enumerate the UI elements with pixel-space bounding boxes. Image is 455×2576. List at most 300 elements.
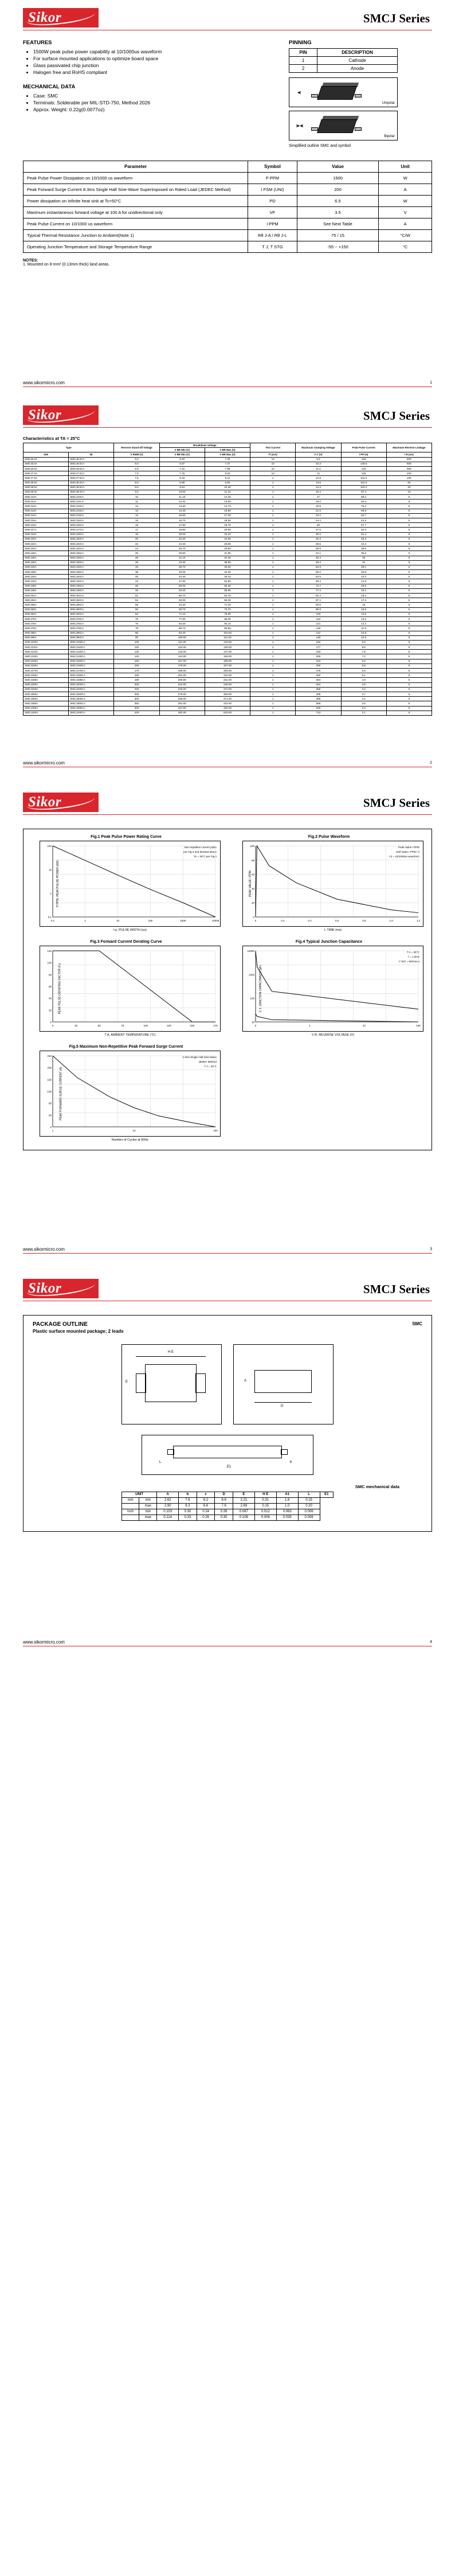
data-cell: 14.6 [341, 612, 386, 616]
table-row [23, 481, 432, 485]
data-cell: 5 [386, 603, 432, 607]
data-cell: 1 [250, 612, 296, 616]
data-cell: 6.6 [197, 1503, 215, 1509]
data-cell: 160 [114, 663, 159, 668]
table-row [23, 462, 432, 466]
characteristics-table [23, 443, 432, 716]
mechanical-table-body [122, 1497, 334, 1520]
logo-text: Sikor [28, 407, 62, 423]
part-number-cell: SMCJ188A [23, 678, 69, 682]
mechanical-title: MECHANICAL DATA [23, 84, 76, 90]
part-number-cell: SMCJ5.0A [23, 457, 69, 462]
data-cell: 1 [250, 645, 296, 650]
part-number-cell: SMCJ30A [23, 560, 69, 565]
pin-number: 2 [289, 65, 317, 73]
data-cell: 60.00 [159, 598, 205, 603]
table-row [23, 607, 432, 612]
data-cell: 8.5 [341, 645, 386, 650]
data-cell: 0.30 [179, 1509, 197, 1515]
svg-text:40: 40 [251, 887, 254, 891]
list-item: • Approx. Weight: 0.22g(0.0077oz) [33, 106, 252, 113]
parameter-name: Peak Pulse Power Dissipation on 10/1000 us waveform [23, 173, 248, 184]
data-cell: 231.00 [205, 678, 250, 682]
data-cell: 5 [386, 518, 432, 523]
data-cell: 4.9 [341, 678, 386, 682]
page-3 [0, 784, 455, 1254]
parameter-unit: V [379, 207, 432, 218]
data-cell: 113 [296, 616, 341, 621]
data-cell: 23.2 [296, 513, 341, 518]
data-cell: 5 [386, 692, 432, 696]
data-cell: 12.9 [296, 476, 341, 481]
data-cell: max [139, 1503, 157, 1509]
part-number-cell: SMCJ75CA [69, 622, 114, 626]
column-subheader: V BR Min (V) [159, 452, 205, 457]
part-number-cell: SMCJ26CA [69, 551, 114, 556]
part-number-cell: SMCJ13A [23, 509, 69, 513]
data-cell: 32.4 [296, 537, 341, 541]
part-number-cell: SMCJ250A [23, 692, 69, 696]
parameter-symbol: I PPM [248, 218, 297, 230]
table-row [23, 669, 432, 673]
data-cell: 27.6 [296, 528, 341, 532]
data-cell: 163 [341, 457, 386, 462]
data-cell: 73.70 [205, 607, 250, 612]
table-row [23, 594, 432, 598]
data-cell: 100 [114, 640, 159, 645]
data-cell: 177 [296, 645, 341, 650]
data-cell: 1 [250, 499, 296, 504]
package-body [317, 119, 357, 133]
data-cell: 5 [386, 513, 432, 518]
part-number-cell: SMCJ20A [23, 537, 69, 541]
data-cell: 1 [250, 523, 296, 528]
data-cell: 21.5 [296, 509, 341, 513]
data-cell: 31.90 [205, 551, 250, 556]
table-header-row [23, 452, 432, 457]
data-cell: 50 [386, 481, 432, 485]
data-cell: mm [122, 1497, 139, 1503]
data-cell: 9.83 [205, 481, 250, 485]
data-cell: 13.30 [159, 504, 205, 509]
table-row [23, 588, 432, 593]
data-cell: 224.00 [159, 682, 205, 687]
svg-text:10000: 10000 [247, 949, 254, 953]
data-cell: 31.10 [159, 556, 205, 560]
data-cell: 5.0 [114, 457, 159, 462]
data-cell: 4.6 [341, 682, 386, 687]
data-cell: 7.8 [341, 650, 386, 654]
dimension-label: D [281, 1404, 284, 1408]
data-cell: 26.90 [205, 541, 250, 546]
data-cell: 17.80 [159, 523, 205, 528]
column-header: A1 [276, 1492, 298, 1497]
data-cell: 0.26 [197, 1515, 215, 1520]
part-number-cell: SMCJ300A [23, 697, 69, 701]
characteristics-body [23, 457, 432, 715]
data-cell: 0.26 [215, 1509, 233, 1515]
data-cell: 162 [296, 640, 341, 645]
part-number-cell: SMCJ200A [23, 682, 69, 687]
data-cell: 193 [296, 650, 341, 654]
graphs-container [23, 829, 432, 1150]
plot-note: per Fig.3 and derated above [183, 850, 217, 853]
data-cell: 7.98 [205, 466, 250, 471]
svg-text:80: 80 [48, 973, 52, 977]
data-cell: 83.30 [159, 622, 205, 626]
svg-text:60: 60 [48, 985, 52, 988]
column-header: UNIT [122, 1492, 157, 1497]
table-row [122, 1509, 334, 1515]
data-cell: 7.0 [114, 471, 159, 476]
part-number-cell: SMCJ60CA [69, 607, 114, 612]
mechanical-data-block [23, 84, 252, 113]
parameter-name: Typical Thermal Resistance Junction to Ambient(Note 1) [23, 230, 248, 241]
parameter-value: See Next Table [297, 218, 379, 230]
table-row [23, 616, 432, 621]
part-number-cell: SMCJ11A [23, 499, 69, 504]
data-cell: 24.4 [296, 518, 341, 523]
data-cell: 2.6 [341, 701, 386, 706]
data-cell: 147.00 [205, 650, 250, 654]
plot-note: t d = 10/1000us waveform [389, 854, 419, 858]
table-row [23, 495, 432, 499]
part-number-cell: SMCJ40CA [69, 575, 114, 579]
data-cell: 100.00 [159, 635, 205, 640]
data-cell: 130 [114, 654, 159, 659]
data-cell: 17 [296, 495, 341, 499]
data-cell: 103 [296, 612, 341, 616]
data-cell: 92.10 [205, 622, 250, 626]
table-row [23, 560, 432, 565]
data-cell: 5 [386, 687, 432, 692]
data-cell: 0.008 [298, 1515, 320, 1520]
plot-note: Non-repetitive current pulse [184, 845, 217, 849]
data-cell: 5 [386, 678, 432, 682]
table-header-row [23, 161, 432, 173]
data-cell: 9.44 [159, 485, 205, 490]
data-cell: 8.5 [114, 485, 159, 490]
data-cell: 1 [250, 631, 296, 635]
data-cell: 1 [250, 579, 296, 584]
data-cell: 10.3 [296, 462, 341, 466]
data-cell: 1 [250, 490, 296, 494]
column-subheader: UNI [23, 452, 69, 457]
table-row [23, 476, 432, 481]
data-cell: 220 [114, 687, 159, 692]
data-cell: 123.00 [205, 640, 250, 645]
data-cell: 486 [296, 697, 341, 701]
figure-3 [32, 940, 221, 1037]
data-cell: 8.0 [114, 481, 159, 485]
data-cell: 40.60 [205, 565, 250, 569]
data-cell: 0.30 [215, 1515, 233, 1520]
data-cell: 1 [250, 669, 296, 673]
dimension-label: b [290, 1460, 292, 1464]
svg-text:100: 100 [143, 1024, 148, 1027]
data-cell: 5 [386, 509, 432, 513]
data-cell: 1 [250, 692, 296, 696]
data-cell: 47.80 [159, 579, 205, 584]
sikor-logo [23, 1279, 99, 1298]
column-header: L [298, 1492, 320, 1497]
pin-description: Anode [317, 65, 398, 73]
svg-text:0.2: 0.2 [281, 919, 285, 922]
data-cell: 33.30 [159, 560, 205, 565]
part-number-cell: SMCJ75A [23, 622, 69, 626]
part-number-cell: SMCJ6.5A [23, 466, 69, 471]
data-cell: 0.012 [254, 1509, 276, 1515]
data-cell: 0.24 [197, 1509, 215, 1515]
data-cell: inch [122, 1509, 139, 1515]
data-cell: 104.00 [205, 631, 250, 635]
list-item: • 1500W peak pulse power capability at 10/1000us waveform [33, 48, 252, 55]
column-header: Value [297, 161, 379, 173]
table-row [23, 622, 432, 626]
part-number-cell: SMCJ160CA [69, 663, 114, 668]
lead-outline-right [195, 1373, 206, 1393]
table-row [23, 687, 432, 692]
dimension-label: E1 [227, 1465, 232, 1469]
column-subheader: BI [69, 452, 114, 457]
svg-text:20: 20 [251, 901, 254, 905]
data-cell: 15 [114, 518, 159, 523]
svg-text:0: 0 [52, 1024, 54, 1027]
part-number-cell: SMCJ8.0A [23, 481, 69, 485]
table-row [23, 196, 432, 207]
data-cell: 209 [296, 654, 341, 659]
parameter-table-body [23, 173, 432, 253]
notes-block [23, 259, 432, 267]
parameter-symbol: Rθ J-A / Rθ J-L [248, 230, 297, 241]
part-number-cell: SMCJ64CA [69, 612, 114, 616]
column-subheader: V BR Max (V) [205, 448, 250, 452]
part-number-cell: SMCJ58CA [69, 603, 114, 607]
part-number-cell: SMCJ15CA [69, 518, 114, 523]
parameter-value: 1500 [297, 173, 379, 184]
package-lead [311, 94, 318, 97]
data-cell: 275 [296, 669, 341, 673]
data-cell: 86.00 [205, 616, 250, 621]
data-cell: 53.3 [296, 565, 341, 569]
parameter-name: Operating Junction Temperature and Storage Temperature Range [23, 241, 248, 253]
data-cell: 9.2 [296, 457, 341, 462]
svg-text:10000: 10000 [211, 919, 219, 922]
part-number-cell: SMCJ15A [23, 518, 69, 523]
data-cell: 43 [114, 579, 159, 584]
header-divider [23, 427, 432, 428]
table-row [289, 65, 398, 73]
data-cell: 1 [250, 541, 296, 546]
notes-title: NOTES: [23, 259, 38, 263]
part-number-cell: SMCJ440CA [69, 711, 114, 715]
part-number-cell: SMCJ90A [23, 635, 69, 640]
data-cell: 1 [250, 513, 296, 518]
parameter-symbol: PD [248, 196, 297, 207]
data-cell: 10.9 [341, 631, 386, 635]
section-subtitle: Plastic surface mounted package; 2 leads [33, 1328, 124, 1334]
data-cell: 3.7 [341, 692, 386, 696]
data-cell: 5 [386, 541, 432, 546]
part-number-cell: SMCJ160A [23, 663, 69, 668]
data-cell: 44.40 [159, 575, 205, 579]
part-number-cell: SMCJ26A [23, 551, 69, 556]
table-row [23, 518, 432, 523]
svg-text:40: 40 [48, 1114, 52, 1117]
part-number-cell: SMCJ130CA [69, 654, 114, 659]
data-cell: 492.00 [159, 711, 205, 715]
table-row [23, 659, 432, 663]
data-cell: 42.1 [296, 551, 341, 556]
data-cell: 5 [386, 654, 432, 659]
data-cell: 12 [114, 504, 159, 509]
data-cell: 9.21 [205, 476, 250, 481]
data-cell: 6.40 [159, 457, 205, 462]
table-row [23, 565, 432, 569]
footer-url: www.sikormicro.com [23, 760, 65, 766]
table-row [23, 523, 432, 528]
data-cell: 16 [341, 603, 386, 607]
data-cell: 800 [386, 457, 432, 462]
data-cell: 18.2 [296, 499, 341, 504]
data-cell: 6.2 [197, 1497, 215, 1503]
plot-area [242, 841, 423, 927]
data-cell: max [139, 1515, 157, 1520]
data-cell: 10 [114, 495, 159, 499]
part-number-cell: SMCJ70A [23, 616, 69, 621]
part-number-cell: SMCJ12CA [69, 504, 114, 509]
data-cell: 391.00 [159, 701, 205, 706]
data-cell: 54 [114, 598, 159, 603]
parameter-value: 6.5 [297, 196, 379, 207]
data-cell: 7.5 [114, 476, 159, 481]
data-cell: 86.70 [159, 626, 205, 631]
column-subheader: I PP (A) [341, 452, 386, 457]
table-row [23, 218, 432, 230]
lead-outline-left [136, 1373, 146, 1393]
data-cell: 9.0 [114, 490, 159, 494]
column-header: E1 [320, 1492, 334, 1497]
svg-text:1000: 1000 [248, 973, 254, 977]
part-number-cell: SMCJ24CA [69, 547, 114, 551]
chart-canvas [243, 841, 423, 926]
data-cell: 45.4 [296, 556, 341, 560]
data-cell: 10 [250, 462, 296, 466]
data-cell: 188 [114, 678, 159, 682]
pinning-title: PINNING [289, 40, 312, 46]
data-cell: 137 [296, 631, 341, 635]
chart-canvas [40, 946, 220, 1031]
table-row [23, 532, 432, 537]
plot-note: T A = 25°C [406, 950, 419, 954]
column-subheader: V C (V) [296, 452, 341, 457]
data-cell: 12 [296, 471, 341, 476]
data-cell: 64.7 [341, 513, 386, 518]
data-cell: 88.2 [341, 495, 386, 499]
page-header [23, 1271, 432, 1298]
data-cell: 1 [250, 532, 296, 537]
data-cell: 75 [114, 622, 159, 626]
characteristics-title: Characteristics at TA = 25°C [23, 436, 80, 441]
footer-url: www.sikormicro.com [23, 380, 65, 385]
part-number-cell: SMCJ11CA [69, 499, 114, 504]
column-header: Type [23, 443, 114, 452]
data-cell: 1.6 [276, 1497, 298, 1503]
data-cell: 5 [386, 635, 432, 640]
svg-text:150: 150 [190, 1024, 195, 1027]
data-cell: 26.70 [159, 547, 205, 551]
data-cell: 5 [386, 607, 432, 612]
footer-page-number: 3 [430, 1247, 432, 1251]
mechanical-dimensions-table [121, 1492, 334, 1521]
page-header [23, 784, 432, 812]
data-cell: 10 [250, 457, 296, 462]
data-cell: 494.00 [205, 706, 250, 711]
svg-text:0.6: 0.6 [335, 919, 339, 922]
svg-text:60: 60 [251, 873, 254, 876]
sikor-logo [23, 793, 99, 812]
part-number-cell: SMCJ200CA [69, 682, 114, 687]
parameter-symbol: I FSM (UNI) [248, 184, 297, 196]
body-outline [145, 1364, 197, 1402]
data-cell: 48.4 [296, 560, 341, 565]
table-row [23, 537, 432, 541]
parameter-name: Power dissipation on Infinite heat sink at Tc=50°C [23, 196, 248, 207]
data-cell: 38.6 [341, 547, 386, 551]
data-cell: 33 [341, 556, 386, 560]
column-header: A [157, 1492, 179, 1497]
table-row [23, 635, 432, 640]
table-row [23, 570, 432, 575]
package-lead [311, 127, 318, 131]
data-cell: 0.33 [179, 1515, 197, 1520]
part-number-cell: SMCJ85A [23, 631, 69, 635]
part-number-cell: SMCJ8.5A [23, 485, 69, 490]
data-cell: 16.70 [159, 518, 205, 523]
data-cell: 10.00 [159, 490, 205, 494]
data-cell: 6.67 [159, 462, 205, 466]
table-row [23, 584, 432, 588]
data-cell: 61.5 [341, 518, 386, 523]
data-cell: 60 [114, 607, 159, 612]
data-cell: 78.60 [205, 612, 250, 616]
data-cell: 36 [114, 570, 159, 575]
data-cell: 1 [250, 598, 296, 603]
data-cell: 1 [250, 640, 296, 645]
data-cell: 135.00 [205, 645, 250, 650]
data-cell: 120 [114, 650, 159, 654]
plot-note: JEDEC Method [198, 1060, 217, 1063]
part-number-cell: SMCJ9.0A [23, 490, 69, 494]
svg-text:1: 1 [50, 892, 52, 895]
data-cell: 110.3 [341, 481, 386, 485]
data-cell: 18.50 [205, 518, 250, 523]
data-cell: 440 [114, 711, 159, 715]
table-row [23, 697, 432, 701]
part-number-cell: SMCJ10CA [69, 495, 114, 499]
data-cell: 55.30 [205, 584, 250, 588]
part-number-cell: SMCJ250CA [69, 692, 114, 696]
data-cell: 13 [114, 509, 159, 513]
data-cell: 432.00 [205, 701, 250, 706]
part-number-cell: SMCJ120A [23, 650, 69, 654]
data-cell: 250 [114, 692, 159, 696]
part-number-cell: SMCJ30CA [69, 560, 114, 565]
plot-note: Half Value I PPM / 2 [395, 850, 419, 853]
svg-text:100: 100 [250, 997, 254, 1000]
data-cell: 54.3 [341, 528, 386, 532]
data-cell: 28.90 [159, 551, 205, 556]
